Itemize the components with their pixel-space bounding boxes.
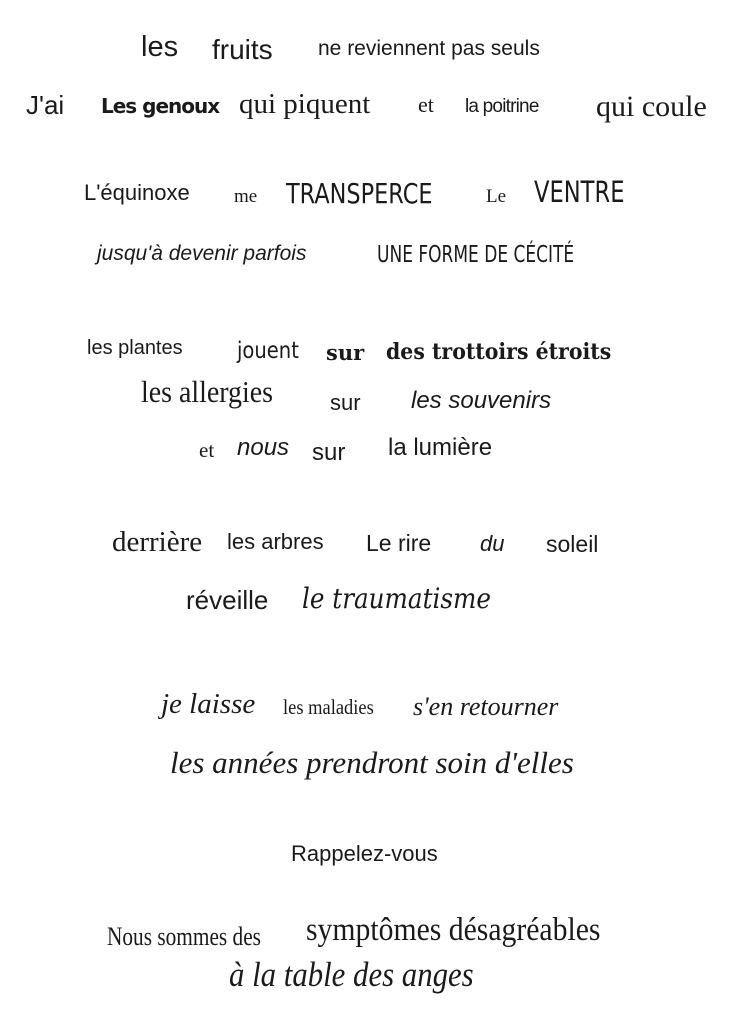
- poem-word: qui coule: [596, 90, 707, 123]
- poem-word: à la table des anges: [229, 955, 474, 994]
- poem-word: Rappelez-vous: [291, 841, 438, 866]
- poem-word: sur: [326, 340, 365, 365]
- poem-word: jouent: [237, 338, 299, 364]
- poem-word: les arbres: [227, 529, 324, 554]
- poem-word: symptômes désagréables: [306, 912, 601, 948]
- poem-word: les souvenirs: [411, 387, 552, 414]
- poem-word: les plantes: [87, 337, 183, 359]
- poem-word: les maladies: [283, 695, 374, 719]
- poem-word: me: [234, 186, 258, 207]
- poem-word: VENTRE: [534, 175, 625, 209]
- poem-word: je laisse: [161, 688, 256, 720]
- poem-word: TRANSPERCE: [286, 177, 433, 210]
- poem-word: derrière: [112, 526, 203, 558]
- poem-word: les allergies: [141, 374, 273, 409]
- poem-word: Les genoux: [101, 94, 220, 118]
- poem-word: Le rire: [366, 530, 432, 556]
- poem-word: sur: [330, 390, 361, 415]
- poem-word: et: [199, 438, 215, 462]
- poem-word: la poitrine: [465, 96, 539, 117]
- poem-word: le traumatisme: [302, 582, 491, 615]
- poem-word: les années prendront soin d'elles: [170, 745, 574, 780]
- poem-word: soleil: [546, 531, 599, 557]
- poem-word: du: [480, 531, 505, 556]
- poem-word: ne reviennent pas seuls: [318, 37, 540, 60]
- poem-word: L'équinoxe: [84, 180, 190, 205]
- poem-word: Le: [486, 186, 507, 207]
- poem-word: UNE FORME DE CÉCITÉ: [377, 242, 575, 268]
- poem-word: jusqu'à devenir parfois: [97, 242, 307, 265]
- poem-word: les: [141, 31, 179, 63]
- poem-word: sur: [312, 439, 346, 466]
- poem-word: qui piquent: [239, 88, 371, 120]
- poem-word: fruits: [212, 34, 273, 65]
- poem-word: J'ai: [26, 90, 65, 120]
- poem-word: la lumière: [388, 434, 493, 461]
- poem-word: des trottoirs étroits: [386, 339, 612, 365]
- poem-word: s'en retourner: [413, 692, 559, 721]
- poem-word: nous: [237, 434, 290, 461]
- poem-word: réveille: [186, 585, 269, 615]
- poem-word: Nous sommes des: [107, 922, 261, 951]
- poem-word: et: [418, 92, 434, 117]
